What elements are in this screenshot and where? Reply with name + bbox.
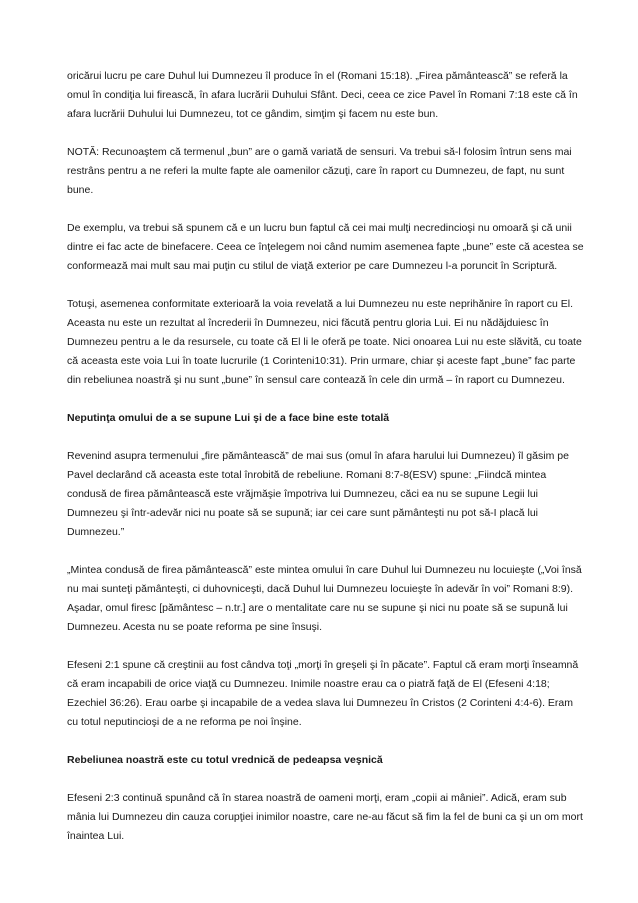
paragraph: Efeseni 2:3 continuă spunând că în starea noastră de oameni morţi, eram „copii ai mâniei”. Adică, eram sub mânia lui Dumnezeu din cauza corupţiei inimilor noastre, care ne-au făcut să fim la fel de buni ca şi un om mort înaintea Lui. [67,792,583,842]
paragraph: Efeseni 2:1 spune că creştinii au fost cândva toţi „morţi în greşeli şi în păcate”. Faptul că eram morţi înseamnă că eram incapabili de orice viaţă cu Dumnezeu. Inimile noastre erau ca o piatră faţă de El (Efeseni 4:18; Ezechiel 36:26). Erau oarbe şi incapabile de a vedea slava lui Dumnezeu în Cristos (2 Corinteni 4:4-6). Eram cu totul neputincioşi de a ne reforma pe noi înşine. [67,659,579,728]
section-heading: Neputinţa omului de a se supune Lui şi de a face bine este totală [67,412,390,424]
section-heading: Rebeliunea noastră este cu totul vrednică de pedeapsa veşnică [67,754,383,766]
paragraph: oricărui lucru pe care Duhul lui Dumnezeu îl produce în el (Romani 15:18). „Firea pământească” se referă la omul în condiţia lui firească, în afara lucrării Duhului Sfânt. Deci, ceea ce zice Pavel în Romani 7:18 este că în afara lucrării Duhului lui Dumnezeu, tot ce gândim, simţim şi facem nu este bun. [67,70,578,120]
paragraph: „Mintea condusă de firea pământească” este mintea omului în care Duhul lui Dumnezeu nu locuieşte („Voi însă nu mai sunteţi pământeşti, ci duhovniceşti, dacă Duhul lui Dumnezeu locuieşte în adevăr în voi” Romani 8:9). Aşadar, omul firesc [pământesc – n.tr.] are o mentalitate care nu se supune şi nici nu poate să se supună lui Dumnezeu. Acesta nu se poate reforma pe sine însuşi. [67,564,582,633]
document-page [67,67,587,865]
paragraph: Totuşi, asemenea conformitate exterioară la voia revelată a lui Dumnezeu nu este neprihănire în raport cu El. Aceasta nu este un rezultat al încrederii în Dumnezeu, nici făcută pentru gloria Lui. Ei nu nădăjduiesc în Dumnezeu pentru a le da resursele, cu toate că El li le oferă pe toate. Nici onoarea Lui nu este slăvită, cu toate că aceasta este voia Lui în toate lucrurile (1 Corinteni10:31). Prin urmare, chiar şi aceste fapt „bune” fac parte din rebeliunea noastră şi nu sunt „bune” în sensul care contează în cele din urmă – în raport cu Dumnezeu. [67,298,582,386]
paragraph: De exemplu, va trebui să spunem că e un lucru bun faptul că cei mai mulţi necredincioşi nu omoară şi că unii dintre ei fac acte de binefacere. Ceea ce înţelegem noi când numim asemenea fapte „bune” este că acestea se conformează mai mult sau mai puţin cu stilul de viaţă exterior pe care Dumnezeu l-a poruncit în Scriptură. [67,222,584,272]
paragraph: Revenind asupra termenului „fire pământească” de mai sus (omul în afara harului lui Dumnezeu) îl găsim pe Pavel declarând că aceasta este total înrobită de rebeliune. Romani 8:7-8(ESV) spune: „Fiindcă mintea condusă de firea pământească este vrăjmăşie împotriva lui Dumnezeu, căci ea nu se supune Legii lui Dumnezeu şi într-adevăr nici nu poate să se supună; iar cei care sunt pământeşti nu pot să-I placă lui Dumnezeu.” [67,450,569,538]
paragraph-note: NOTĂ: Recunoaştem că termenul „bun” are o gamă variată de sensuri. Va trebui să-l folosim întrun sens mai restrâns pentru a ne referi la multe fapte ale oamenilor căzuţi, care în raport cu Dumnezeu, de fapt, nu sunt bune. [67,146,572,196]
